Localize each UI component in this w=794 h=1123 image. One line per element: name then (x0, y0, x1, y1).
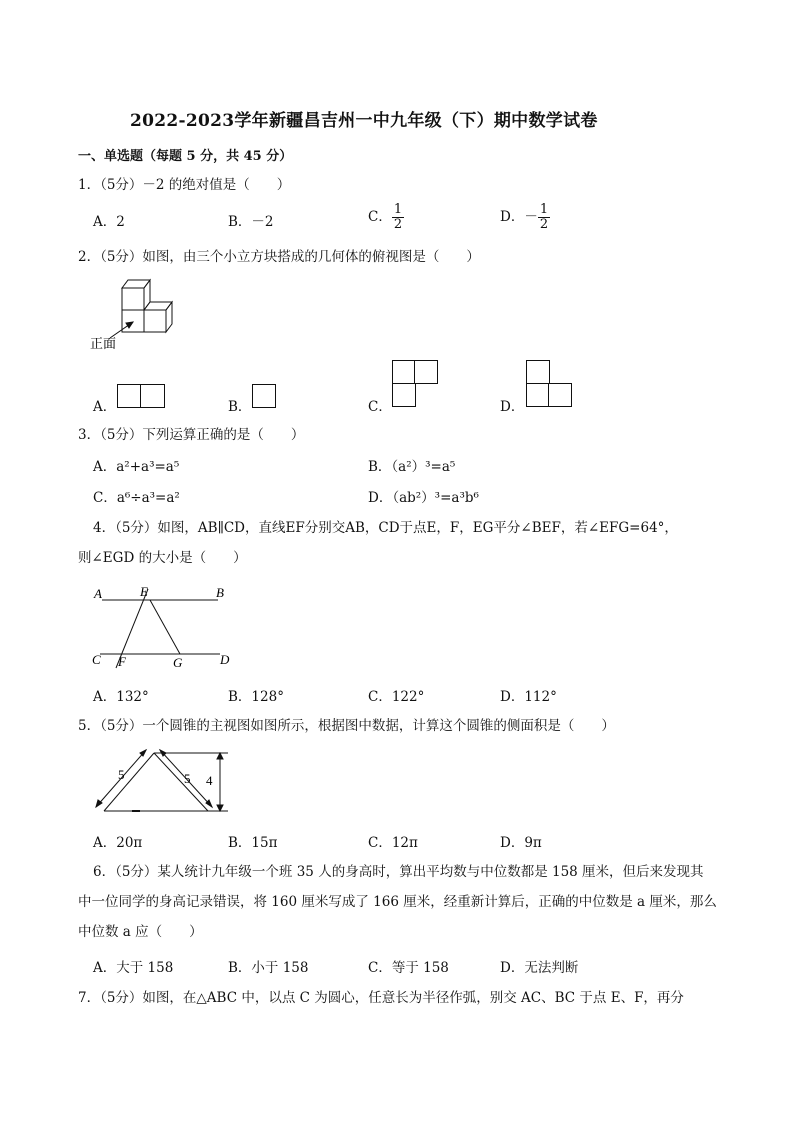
q4-stem-line1: 4．（5分）如图，AB∥CD，直线EF分别交AB，CD于点E，F，EG平分∠BEF，若∠EFG=64°， (93, 520, 678, 536)
q2-stem: 2．（5分）如图，由三个小立方块搭成的几何体的俯视图是（ ） (78, 249, 480, 265)
q3-option-b: B．（a²）³=a⁵ (368, 459, 456, 475)
q2-b-square (252, 384, 276, 408)
q6-stem-line2: 中一位同学的身高记录错误，将 160 厘米写成了 166 厘米，经重新计算后，正确的中位数是 a 厘米，那么 (78, 894, 717, 910)
q1-option-b: B．－2 (228, 214, 274, 230)
fraction-denominator: 2 (539, 217, 549, 232)
cone-front-view-figure (88, 745, 238, 825)
q4-option-b: B．128° (228, 689, 284, 705)
point-b-label: B (216, 585, 224, 600)
page-title: 2022-2023学年新疆昌吉州一中九年级（下）期中数学试卷 (130, 111, 598, 131)
q7-stem-line1: 7．（5分）如图，在△ABC 中，以点 C 为圆心，任意长为半径作弧，别交 AC、BC 于点 E、F，再分 (78, 990, 684, 1006)
q2-d-square-bottomright (548, 383, 572, 407)
q2-a-square-left (117, 384, 142, 408)
q6-option-a: A．大于 158 (93, 960, 174, 976)
left-slant-length: 5 (118, 767, 125, 782)
q4-option-a: A．132° (93, 689, 149, 705)
q1-option-c (368, 203, 404, 232)
q2-c-square-bottom (392, 383, 416, 407)
q3-option-c: C．a⁶÷a³=a² (93, 490, 180, 506)
q2-d-square-top (526, 360, 550, 384)
q2-option-d: D． (500, 399, 525, 415)
point-f-label: F (118, 654, 126, 669)
q3-option-d: D．（ab²）³=a³b⁶ (368, 490, 479, 506)
q1-stem: 1．（5分）－2 的绝对值是（ ） (78, 177, 291, 193)
q4-stem-line2: 则∠EGD 的大小是（ ） (78, 550, 247, 566)
q5-option-b: B．15π (228, 835, 278, 851)
section-heading: 一、单选题（每题 5 分，共 45 分） (78, 149, 293, 164)
q1-option-d (500, 203, 550, 232)
q5-option-d: D．9π (500, 835, 542, 851)
q1-option-d-fraction (538, 203, 550, 232)
q1-option-c-prefix: C． (368, 209, 392, 225)
fraction-numerator: 1 (393, 202, 403, 217)
point-e-label: E (140, 584, 148, 599)
q6-option-d: D．无法判断 (500, 960, 579, 976)
fraction-denominator: 2 (393, 217, 403, 232)
q2-c-square-topleft (392, 360, 416, 384)
q2-d-square-bottomleft (526, 383, 550, 407)
q2-a-square-right (140, 384, 165, 408)
q5-option-c: C．12π (368, 835, 418, 851)
q6-stem-line3: 中位数 a 应（ ） (78, 924, 203, 940)
q4-option-d: D．112° (500, 689, 557, 705)
point-a-label: A (94, 586, 102, 601)
q1-option-d-prefix: D．－ (500, 209, 538, 225)
q2-option-c: C． (368, 399, 392, 415)
q2-option-a: A． (93, 399, 117, 415)
q6-option-b: B．小于 158 (228, 960, 309, 976)
right-slant-length: 5 (184, 771, 191, 786)
height-length: 4 (206, 773, 213, 788)
q1-option-a: A．2 (93, 214, 125, 230)
q2-option-b: B． (228, 399, 252, 415)
q3-option-a: A．a²+a³=a⁵ (93, 459, 180, 475)
parallel-lines-figure (88, 580, 238, 672)
point-d-label: D (220, 652, 230, 667)
q5-option-a: A．20π (93, 835, 143, 851)
q6-option-c: C．等于 158 (368, 960, 449, 976)
point-c-label: C (92, 652, 101, 667)
cube-stack-figure (88, 276, 188, 352)
front-label: 正面 (90, 336, 117, 351)
q1-option-c-fraction (392, 203, 404, 232)
point-g-label: G (173, 655, 183, 670)
q2-c-square-topright (414, 360, 438, 384)
q4-option-c: C．122° (368, 689, 425, 705)
q3-stem: 3．（5分）下列运算正确的是（ ） (78, 427, 305, 443)
fraction-numerator: 1 (539, 202, 549, 217)
q6-stem-line1: 6．（5分）某人统计九年级一个班 35 人的身高时，算出平均数与中位数都是 158 厘米，但后来发现其 (93, 864, 704, 880)
q5-stem: 5．（5分）一个圆锥的主视图如图所示，根据图中数据，计算这个圆锥的侧面积是（ ） (78, 718, 615, 734)
